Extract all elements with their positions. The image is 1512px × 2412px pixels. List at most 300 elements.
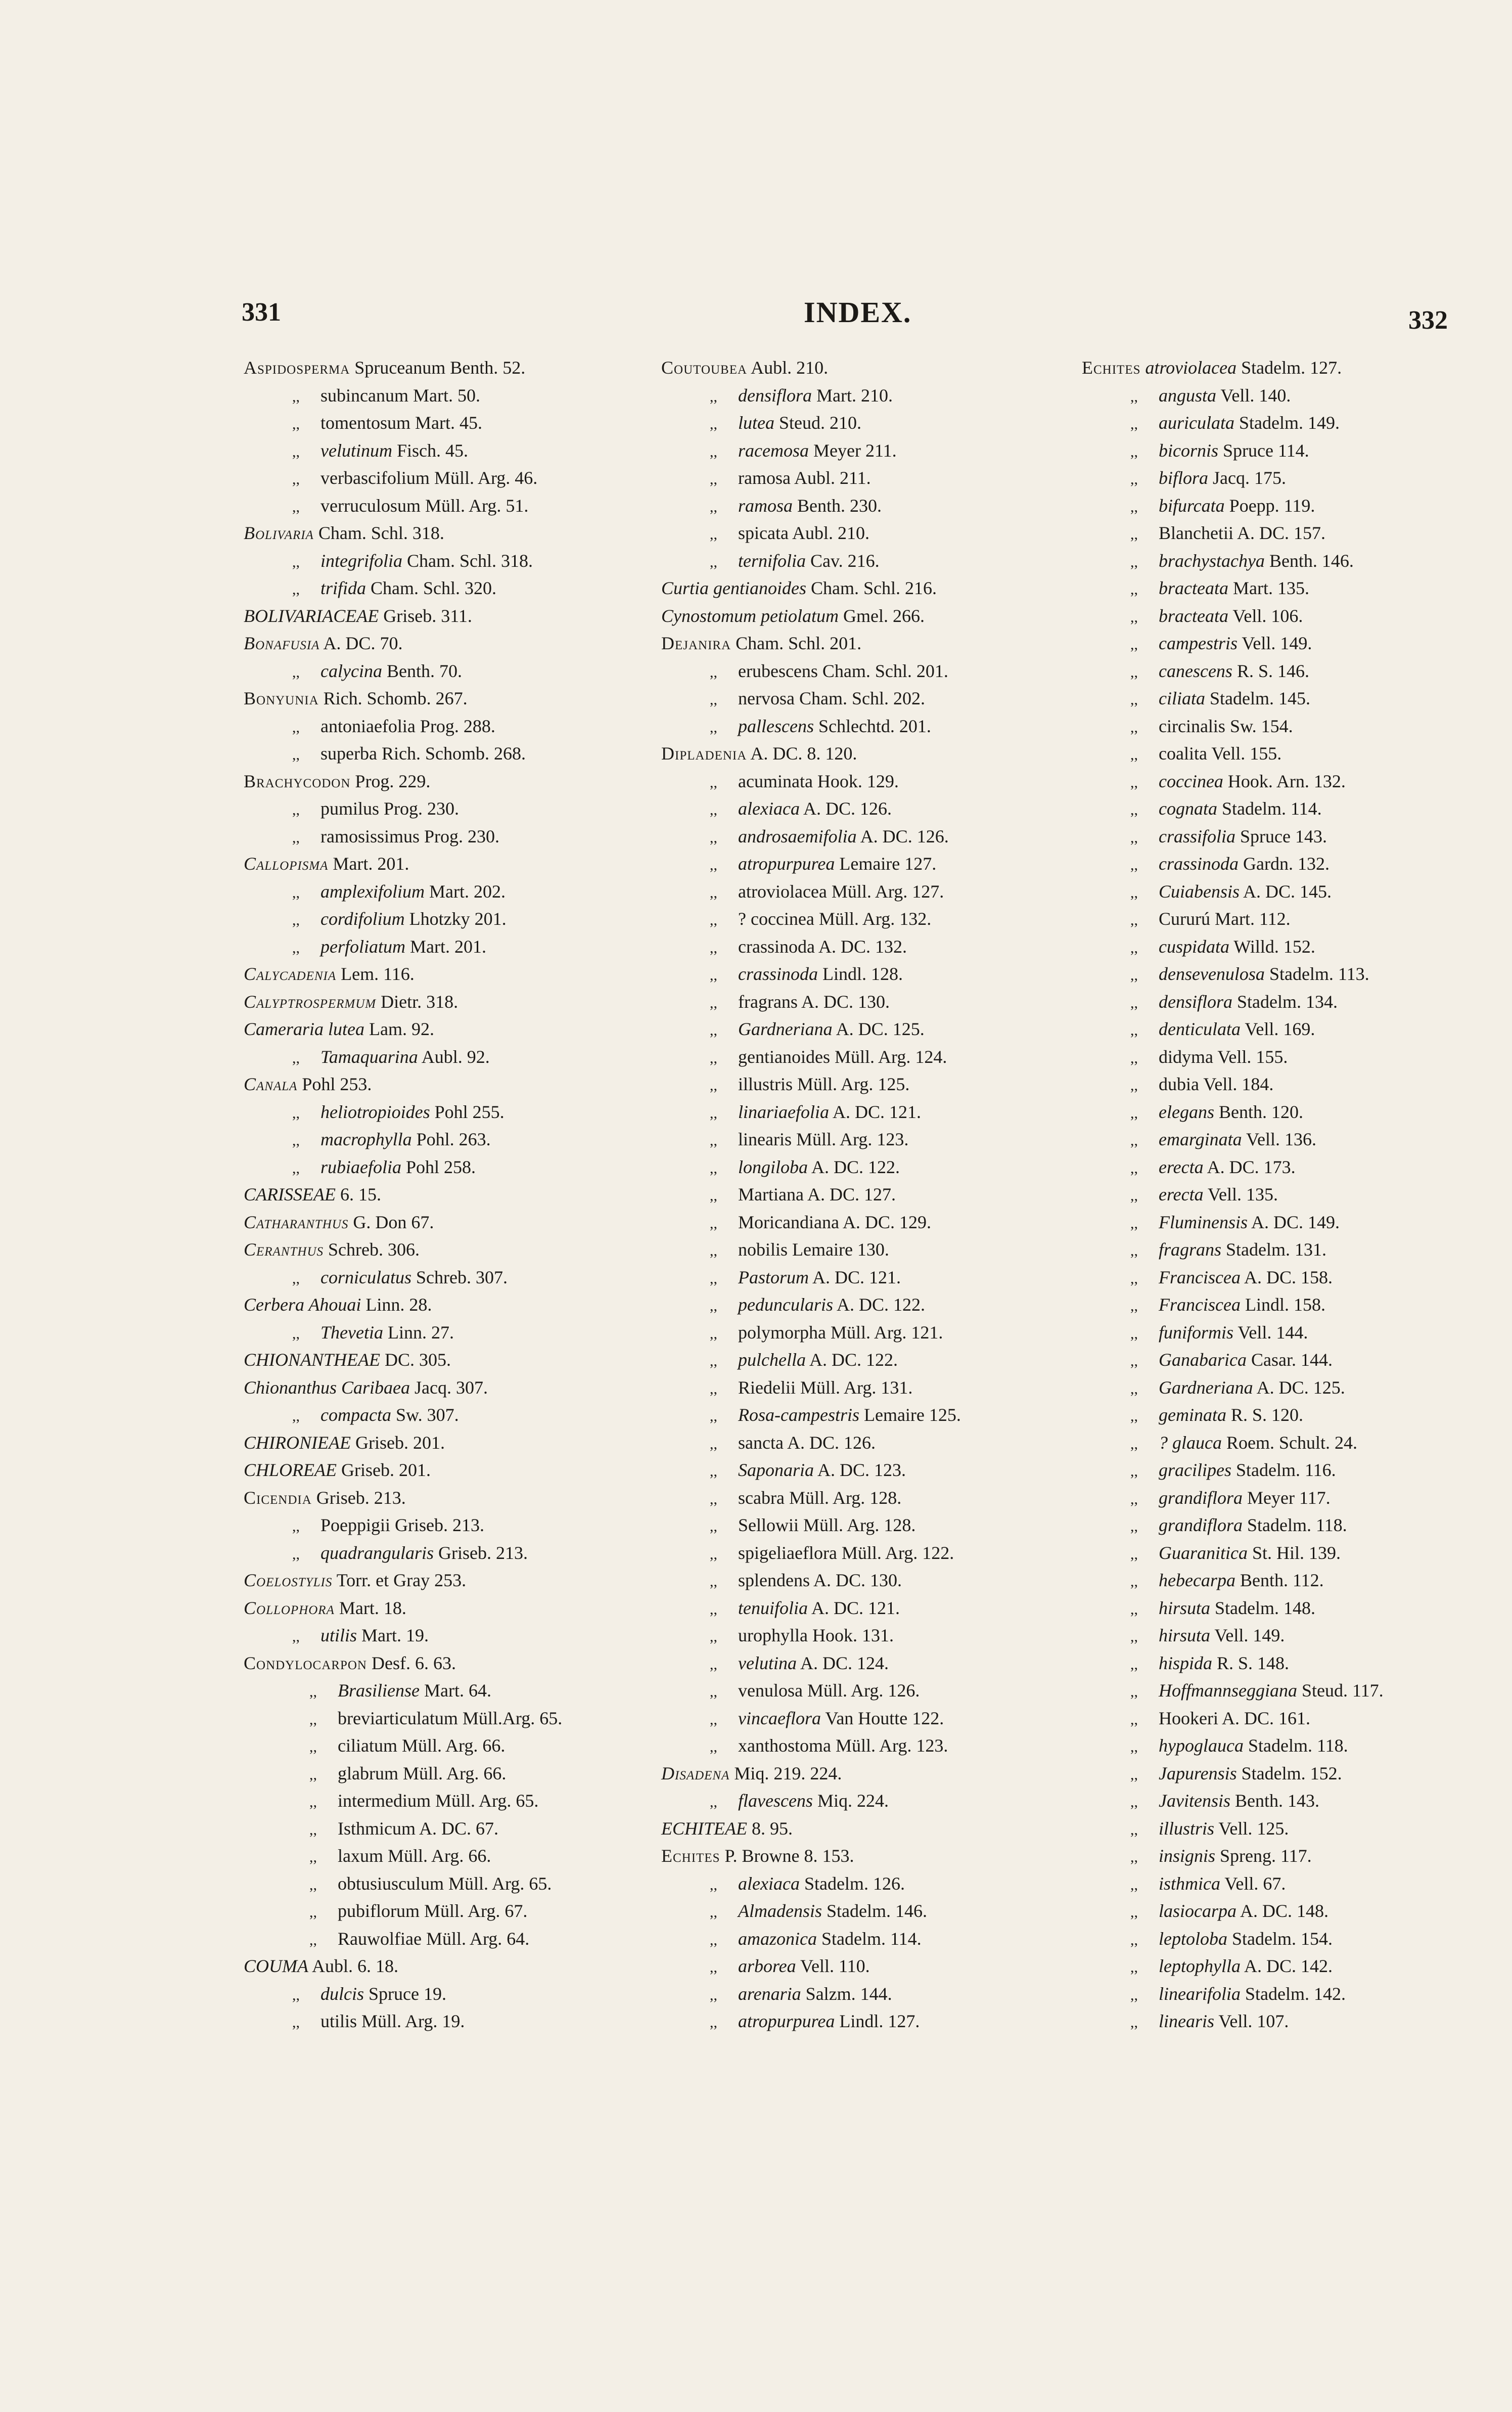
entry-name: Cynostomum petiolatum xyxy=(661,605,839,626)
ditto-mark: ,, xyxy=(710,443,717,460)
ditto-mark: ,, xyxy=(292,1270,300,1287)
entry-reference: A. DC. 8. 120. xyxy=(750,743,857,764)
entry-name: CHLOREAE xyxy=(244,1460,337,1480)
ditto-mark: ,, xyxy=(1130,1959,1138,1976)
entry-reference: Torr. et Gray 253. xyxy=(336,1570,467,1590)
entry-reference: Mart. 64. xyxy=(424,1680,491,1701)
entry-reference: Vell. 149. xyxy=(1242,633,1312,653)
entry-reference: Lemaire 130. xyxy=(792,1239,889,1260)
ditto-mark: ,, xyxy=(292,719,300,736)
ditto-mark: ,, xyxy=(710,912,717,928)
entry-reference: Müll. Arg. 66. xyxy=(387,1846,491,1866)
index-entry xyxy=(661,1484,1106,1512)
index-entry xyxy=(244,630,689,657)
entry-name: Ganabarica xyxy=(1159,1350,1247,1370)
ditto-mark: ,, xyxy=(292,1408,300,1424)
ditto-mark: ,, xyxy=(1130,2014,1138,2031)
ditto-mark: ,, xyxy=(309,1711,317,1728)
entry-reference: A. DC. 122. xyxy=(837,1294,926,1315)
index-entry xyxy=(1082,1842,1512,1870)
index-entry xyxy=(661,823,1106,851)
entry-reference: Sw. 154. xyxy=(1229,716,1293,736)
entry-reference: DC. 305. xyxy=(385,1350,451,1370)
entry-name: tomentosum xyxy=(320,413,410,433)
entry-name: nervosa xyxy=(738,688,795,708)
ditto-mark: ,, xyxy=(1130,1738,1138,1755)
entry-name: Gardneriana xyxy=(1159,1377,1253,1398)
entry-reference: Hook. 131. xyxy=(812,1625,894,1645)
ditto-mark: ,, xyxy=(1130,498,1138,515)
entry-name: lasiocarpa xyxy=(1159,1901,1237,1921)
ditto-mark: ,, xyxy=(710,857,717,873)
entry-reference: G. Don 67. xyxy=(353,1212,434,1232)
index-entry xyxy=(1082,409,1512,437)
ditto-mark: ,, xyxy=(710,1711,717,1728)
entry-reference: Müll. Arg. 64. xyxy=(426,1928,530,1949)
entry-name: velutinum xyxy=(320,440,392,461)
entry-reference: Lam. 92. xyxy=(369,1019,434,1039)
index-entry xyxy=(661,712,1106,740)
index-entry xyxy=(1082,850,1512,878)
ditto-mark: ,, xyxy=(710,939,717,956)
index-entry xyxy=(1082,519,1512,547)
entry-name: Brasiliense xyxy=(338,1680,420,1701)
entry-name: subincanum xyxy=(320,385,408,406)
page-number-right: 332 xyxy=(1408,306,1448,335)
ditto-mark: ,, xyxy=(309,1766,317,1783)
ditto-mark: ,, xyxy=(292,2014,300,2031)
entry-name: bracteata xyxy=(1159,578,1228,598)
entry-reference: Vell. 135. xyxy=(1207,1184,1278,1204)
entry-name: cognata xyxy=(1159,798,1217,819)
entry-name: atroviolacea xyxy=(738,881,827,902)
entry-name: geminata xyxy=(1159,1405,1226,1425)
index-entry xyxy=(1082,1980,1512,2008)
entry-name: isthmica xyxy=(1159,1873,1220,1894)
ditto-mark: ,, xyxy=(1130,994,1138,1011)
index-entry xyxy=(661,547,1106,575)
entry-name: Almadensis xyxy=(738,1901,822,1921)
ditto-mark: ,, xyxy=(1130,1435,1138,1452)
entry-reference: Lindl. 127. xyxy=(839,2011,920,2031)
index-entry xyxy=(244,685,689,712)
entry-name: BOLIVARIACEAE xyxy=(244,605,379,626)
entry-reference: A. DC. 145. xyxy=(1243,881,1332,902)
index-entry xyxy=(244,850,689,878)
entry-name: pubiflorum xyxy=(338,1901,420,1921)
entry-reference: Müll. Arg. 123. xyxy=(835,1735,948,1756)
entry-reference: Salzm. 144. xyxy=(805,1983,892,2004)
entry-reference: Müll.Arg. 65. xyxy=(462,1708,563,1728)
entry-reference: Stadelm. 114. xyxy=(1221,798,1322,819)
entry-name: coccinea xyxy=(1159,771,1223,791)
entry-name: antoniaefolia xyxy=(320,716,416,736)
entry-name: Franciscea xyxy=(1159,1267,1241,1287)
index-entry xyxy=(1082,933,1512,961)
entry-name: dubia xyxy=(1159,1074,1199,1094)
ditto-mark: ,, xyxy=(1130,1628,1138,1645)
entry-name: integrifolia xyxy=(320,550,402,571)
ditto-mark: ,, xyxy=(710,1656,717,1673)
entry-reference: Benth. 120. xyxy=(1218,1101,1303,1122)
entry-reference: Poepp. 119. xyxy=(1229,495,1315,516)
entry-name: Catharanthus xyxy=(244,1212,349,1232)
index-entry xyxy=(244,1429,689,1457)
entry-reference: Stadelm. 126. xyxy=(804,1873,905,1894)
index-entry xyxy=(661,1236,1106,1264)
entry-reference: Mart. 210. xyxy=(816,385,893,406)
entry-name: funiformis xyxy=(1159,1322,1234,1343)
index-entry xyxy=(1082,1511,1512,1539)
index-entry xyxy=(661,1705,1106,1732)
entry-name: leptophylla xyxy=(1159,1956,1241,1976)
index-entry xyxy=(1082,960,1512,988)
entry-name: verruculosum xyxy=(320,495,421,516)
entry-reference: P. Browne 8. 153. xyxy=(724,1846,854,1866)
ditto-mark: ,, xyxy=(1130,1821,1138,1838)
ditto-mark: ,, xyxy=(292,443,300,460)
ditto-mark: ,, xyxy=(292,1049,300,1066)
entry-name: linearis xyxy=(738,1129,792,1149)
index-entry xyxy=(1082,574,1512,602)
entry-name: Calycadenia xyxy=(244,964,337,984)
entry-name: atropurpurea xyxy=(738,2011,835,2031)
ditto-mark: ,, xyxy=(710,498,717,515)
index-entry xyxy=(244,1732,689,1760)
entry-reference: Cham. Schl. 201. xyxy=(736,633,862,653)
entry-reference: Müll. Arg. 131. xyxy=(800,1377,913,1398)
entry-reference: Vell. 107. xyxy=(1218,2011,1289,2031)
entry-name: spicata xyxy=(738,523,789,543)
entry-reference: Gardn. 132. xyxy=(1243,854,1330,874)
entry-name: verbascifolium xyxy=(320,468,430,488)
ditto-mark: ,, xyxy=(1130,443,1138,460)
index-entry xyxy=(244,464,689,492)
entry-reference: A. DC. 126. xyxy=(787,1432,876,1453)
entry-reference: Müll. Arg. 51. xyxy=(425,495,529,516)
entry-name: corniculatus xyxy=(320,1267,411,1287)
index-entry xyxy=(1082,492,1512,520)
entry-name: trifida xyxy=(320,578,366,598)
entry-reference: Stadelm. 142. xyxy=(1245,1983,1346,2004)
ditto-mark: ,, xyxy=(1130,1931,1138,1948)
entry-reference: Sw. 307. xyxy=(395,1405,459,1425)
index-entry xyxy=(244,1098,689,1126)
entry-reference: A. DC. 126. xyxy=(860,826,949,846)
entry-reference: Schreb. 306. xyxy=(328,1239,420,1260)
index-entry xyxy=(661,1429,1106,1457)
index-entry xyxy=(244,768,689,795)
entry-name: Aspidosperma xyxy=(244,358,350,378)
index-entry xyxy=(1082,1815,1512,1843)
ditto-mark: ,, xyxy=(1130,1794,1138,1810)
entry-name: linearis xyxy=(1159,2011,1215,2031)
ditto-mark: ,, xyxy=(292,939,300,956)
entry-reference: Spruce 114. xyxy=(1223,440,1309,461)
entry-reference: A. DC. 121. xyxy=(811,1597,900,1618)
entry-name: Brachycodon xyxy=(244,771,351,791)
entry-reference: Müll. Arg. 125. xyxy=(797,1074,910,1094)
entry-name: Cicendia xyxy=(244,1487,312,1508)
ditto-mark: ,, xyxy=(1130,746,1138,763)
ditto-mark: ,, xyxy=(309,1904,317,1920)
entry-reference: Cav. 216. xyxy=(810,550,880,571)
entry-name: coalita xyxy=(1159,743,1207,764)
ditto-mark: ,, xyxy=(1130,526,1138,543)
ditto-mark: ,, xyxy=(1130,774,1138,791)
entry-name: grandiflora xyxy=(1159,1487,1243,1508)
entry-reference: Linn. 27. xyxy=(387,1322,454,1343)
ditto-mark: ,, xyxy=(710,691,717,708)
ditto-mark: ,, xyxy=(1130,1711,1138,1728)
index-entry xyxy=(244,1484,689,1512)
entry-name: Curtia gentianoides xyxy=(661,578,806,598)
entry-name: calycina xyxy=(320,660,382,681)
index-entry xyxy=(244,354,689,382)
entry-reference: A. DC. 124. xyxy=(800,1652,889,1673)
index-entry xyxy=(1082,1760,1512,1788)
ditto-mark: ,, xyxy=(1130,608,1138,626)
ditto-mark: ,, xyxy=(292,416,300,432)
ditto-mark: ,, xyxy=(710,1683,717,1700)
entry-name: Cerbera Ahouai xyxy=(244,1294,361,1315)
entry-name: Bonafusia xyxy=(244,633,320,653)
index-entry xyxy=(661,1043,1106,1071)
index-entry xyxy=(1082,1264,1512,1291)
entry-name: flavescens xyxy=(738,1791,813,1811)
ditto-mark: ,, xyxy=(1130,719,1138,736)
ditto-mark: ,, xyxy=(1130,1408,1138,1424)
index-entry xyxy=(1082,1594,1512,1622)
index-entry xyxy=(661,519,1106,547)
entry-name: Poeppigii xyxy=(320,1515,391,1535)
entry-name: illustris xyxy=(738,1074,793,1094)
index-entry xyxy=(661,988,1106,1016)
entry-name: Canala xyxy=(244,1074,298,1094)
ditto-mark: ,, xyxy=(292,663,300,681)
entry-name: erecta xyxy=(1159,1156,1204,1177)
index-entry xyxy=(661,740,1106,768)
ditto-mark: ,, xyxy=(710,2014,717,2031)
entry-name: Franciscea xyxy=(1159,1294,1241,1315)
ditto-mark: ,, xyxy=(1130,1104,1138,1122)
index-entry xyxy=(1082,685,1512,712)
entry-reference: Cham. Schl. 320. xyxy=(371,578,497,598)
index-entry xyxy=(1082,823,1512,851)
index-entry xyxy=(244,1401,689,1429)
index-entry xyxy=(1082,1925,1512,1953)
entry-reference: Stadelm. 118. xyxy=(1247,1515,1347,1535)
entry-name: Thevetia xyxy=(320,1322,383,1343)
index-entry xyxy=(661,1787,1106,1815)
entry-name: densevenulosa xyxy=(1159,964,1265,984)
entry-reference: Lemaire 125. xyxy=(863,1405,961,1425)
index-entry xyxy=(1082,464,1512,492)
entry-reference: Prog. 230. xyxy=(424,826,500,846)
ditto-mark: ,, xyxy=(1130,1353,1138,1369)
entry-name: atropurpurea xyxy=(738,854,835,874)
ditto-mark: ,, xyxy=(1130,1270,1138,1287)
index-entry xyxy=(661,850,1106,878)
entry-name: ramosa xyxy=(738,468,791,488)
index-entry xyxy=(1082,795,1512,823)
entry-reference: Stadelm. 127. xyxy=(1241,358,1342,378)
entry-reference: 6. 15. xyxy=(340,1184,381,1204)
index-entry xyxy=(244,1815,689,1843)
index-entry xyxy=(1082,657,1512,685)
index-entry xyxy=(1082,1374,1512,1402)
ditto-mark: ,, xyxy=(1130,636,1138,653)
entry-reference: Stadelm. 146. xyxy=(827,1901,927,1921)
index-entry xyxy=(661,1346,1106,1374)
ditto-mark: ,, xyxy=(1130,1022,1138,1039)
entry-name: campestris xyxy=(1159,633,1238,653)
index-entry xyxy=(661,1511,1106,1539)
ditto-mark: ,, xyxy=(1130,1077,1138,1094)
entry-name: bicornis xyxy=(1159,440,1219,461)
entry-reference: Vell. 67. xyxy=(1224,1873,1286,1894)
index-entry xyxy=(244,1677,689,1705)
index-entry xyxy=(661,1098,1106,1126)
entry-name: ECHITEAE xyxy=(661,1818,747,1839)
entry-reference: Dietr. 318. xyxy=(381,991,459,1012)
ditto-mark: ,, xyxy=(292,498,300,515)
index-entry xyxy=(1082,354,1512,382)
index-entry xyxy=(661,1649,1106,1677)
entry-name: ternifolia xyxy=(738,550,806,571)
index-entry xyxy=(661,437,1106,465)
entry-reference: Rich. Schomb. 267. xyxy=(323,688,468,708)
entry-reference: Aubl. 6. 18. xyxy=(312,1956,399,1976)
index-entry xyxy=(244,988,689,1016)
index-entry xyxy=(661,1815,1106,1843)
entry-name: Guaranitica xyxy=(1159,1542,1248,1563)
entry-reference: R. S. 120. xyxy=(1230,1405,1304,1425)
entry-reference: A. DC. 148. xyxy=(1240,1901,1329,1921)
index-entry xyxy=(1082,1236,1512,1264)
entry-reference: Willd. 152. xyxy=(1233,936,1315,957)
ditto-mark: ,, xyxy=(710,1600,717,1618)
ditto-mark: ,, xyxy=(1130,1876,1138,1893)
entry-name: Isthmicum xyxy=(338,1818,416,1839)
index-entry xyxy=(661,1291,1106,1319)
entry-name: Coutoubea xyxy=(661,358,748,378)
ditto-mark: ,, xyxy=(710,774,717,791)
ditto-mark: ,, xyxy=(710,1049,717,1066)
index-entry xyxy=(244,1622,689,1649)
entry-name: longiloba xyxy=(738,1156,808,1177)
entry-reference: Benth. 143. xyxy=(1234,1791,1319,1811)
entry-name: hispida xyxy=(1159,1652,1213,1673)
index-entry xyxy=(1082,1732,1512,1760)
entry-name: emarginata xyxy=(1159,1129,1242,1149)
ditto-mark: ,, xyxy=(710,526,717,543)
index-entry xyxy=(1082,1677,1512,1705)
index-entry xyxy=(244,1153,689,1181)
entry-reference: Hook. 129. xyxy=(817,771,899,791)
ditto-mark: ,, xyxy=(1130,553,1138,570)
entry-name: densiflora xyxy=(1159,991,1233,1012)
ditto-mark: ,, xyxy=(292,912,300,928)
entry-name: heliotropioides xyxy=(320,1101,430,1122)
index-entry xyxy=(661,1209,1106,1236)
entry-reference: Mart. 19. xyxy=(361,1625,429,1645)
entry-reference: Vell. 144. xyxy=(1238,1322,1308,1343)
entry-name: nobilis xyxy=(738,1239,788,1260)
entry-name: racemosa xyxy=(738,440,809,461)
entry-name: insignis xyxy=(1159,1846,1216,1866)
ditto-mark: ,, xyxy=(309,1738,317,1755)
entry-name: splendens xyxy=(738,1570,810,1590)
ditto-mark: ,, xyxy=(710,994,717,1011)
entry-name: Echites xyxy=(661,1846,720,1866)
index-entry xyxy=(661,1897,1106,1925)
index-entry xyxy=(661,1732,1106,1760)
index-entry xyxy=(244,1236,689,1264)
entry-name: pumilus xyxy=(320,798,380,819)
entry-name: pallescens xyxy=(738,716,814,736)
index-entry xyxy=(1082,1153,1512,1181)
entry-name: compacta xyxy=(320,1405,391,1425)
index-entry xyxy=(244,823,689,851)
entry-reference: Vell. 140. xyxy=(1220,385,1291,406)
entry-reference: Mart. 201. xyxy=(333,854,409,874)
entry-name: amazonica xyxy=(738,1928,817,1949)
index-entry xyxy=(661,685,1106,712)
ditto-mark: ,, xyxy=(710,1242,717,1259)
ditto-mark: ,, xyxy=(1130,1600,1138,1618)
entry-name: ? glauca xyxy=(1159,1432,1222,1453)
entry-reference: Griseb. 201. xyxy=(341,1460,431,1480)
entry-reference: Benth. 230. xyxy=(797,495,882,516)
entry-reference: R. S. 146. xyxy=(1236,660,1309,681)
entry-reference: Aubl. 210. xyxy=(792,523,869,543)
entry-reference: Mart. 202. xyxy=(429,881,506,902)
ditto-mark: ,, xyxy=(1130,1904,1138,1920)
entry-reference: Lem. 116. xyxy=(341,964,415,984)
entry-reference: Cham. Schl. 202. xyxy=(799,688,925,708)
entry-reference: Müll. Arg. 65. xyxy=(448,1873,552,1894)
entry-name: Bolivaria xyxy=(244,523,314,543)
entry-name: hypoglauca xyxy=(1159,1735,1244,1756)
index-entry xyxy=(244,1319,689,1347)
entry-name: elegans xyxy=(1159,1101,1214,1122)
ditto-mark: ,, xyxy=(710,1959,717,1976)
index-entry xyxy=(244,878,689,906)
entry-name: glabrum xyxy=(338,1763,398,1783)
ditto-mark: ,, xyxy=(710,1794,717,1810)
entry-name: Sellowii xyxy=(738,1515,799,1535)
index-entry xyxy=(1082,1429,1512,1457)
entry-name: crassinoda xyxy=(1159,854,1239,874)
entry-reference: Stadelm. 114. xyxy=(821,1928,922,1949)
entry-name: utilis xyxy=(320,1625,357,1645)
entry-reference: Schlechtd. 201. xyxy=(818,716,931,736)
entry-reference: Jacq. 175. xyxy=(1213,468,1286,488)
index-entry xyxy=(244,1264,689,1291)
entry-name: auriculata xyxy=(1159,413,1234,433)
ditto-mark: ,, xyxy=(292,801,300,818)
ditto-mark: ,, xyxy=(1130,1159,1138,1177)
entry-reference: St. Hil. 139. xyxy=(1252,1542,1341,1563)
entry-name: canescens xyxy=(1159,660,1232,681)
entry-name: hebecarpa xyxy=(1159,1570,1235,1590)
entry-reference: Griseb. 213. xyxy=(438,1542,528,1563)
index-entry xyxy=(244,657,689,685)
entry-name: ? coccinea xyxy=(738,909,814,929)
ditto-mark: ,, xyxy=(710,1215,717,1232)
entry-reference: A. DC. 121. xyxy=(833,1101,922,1122)
